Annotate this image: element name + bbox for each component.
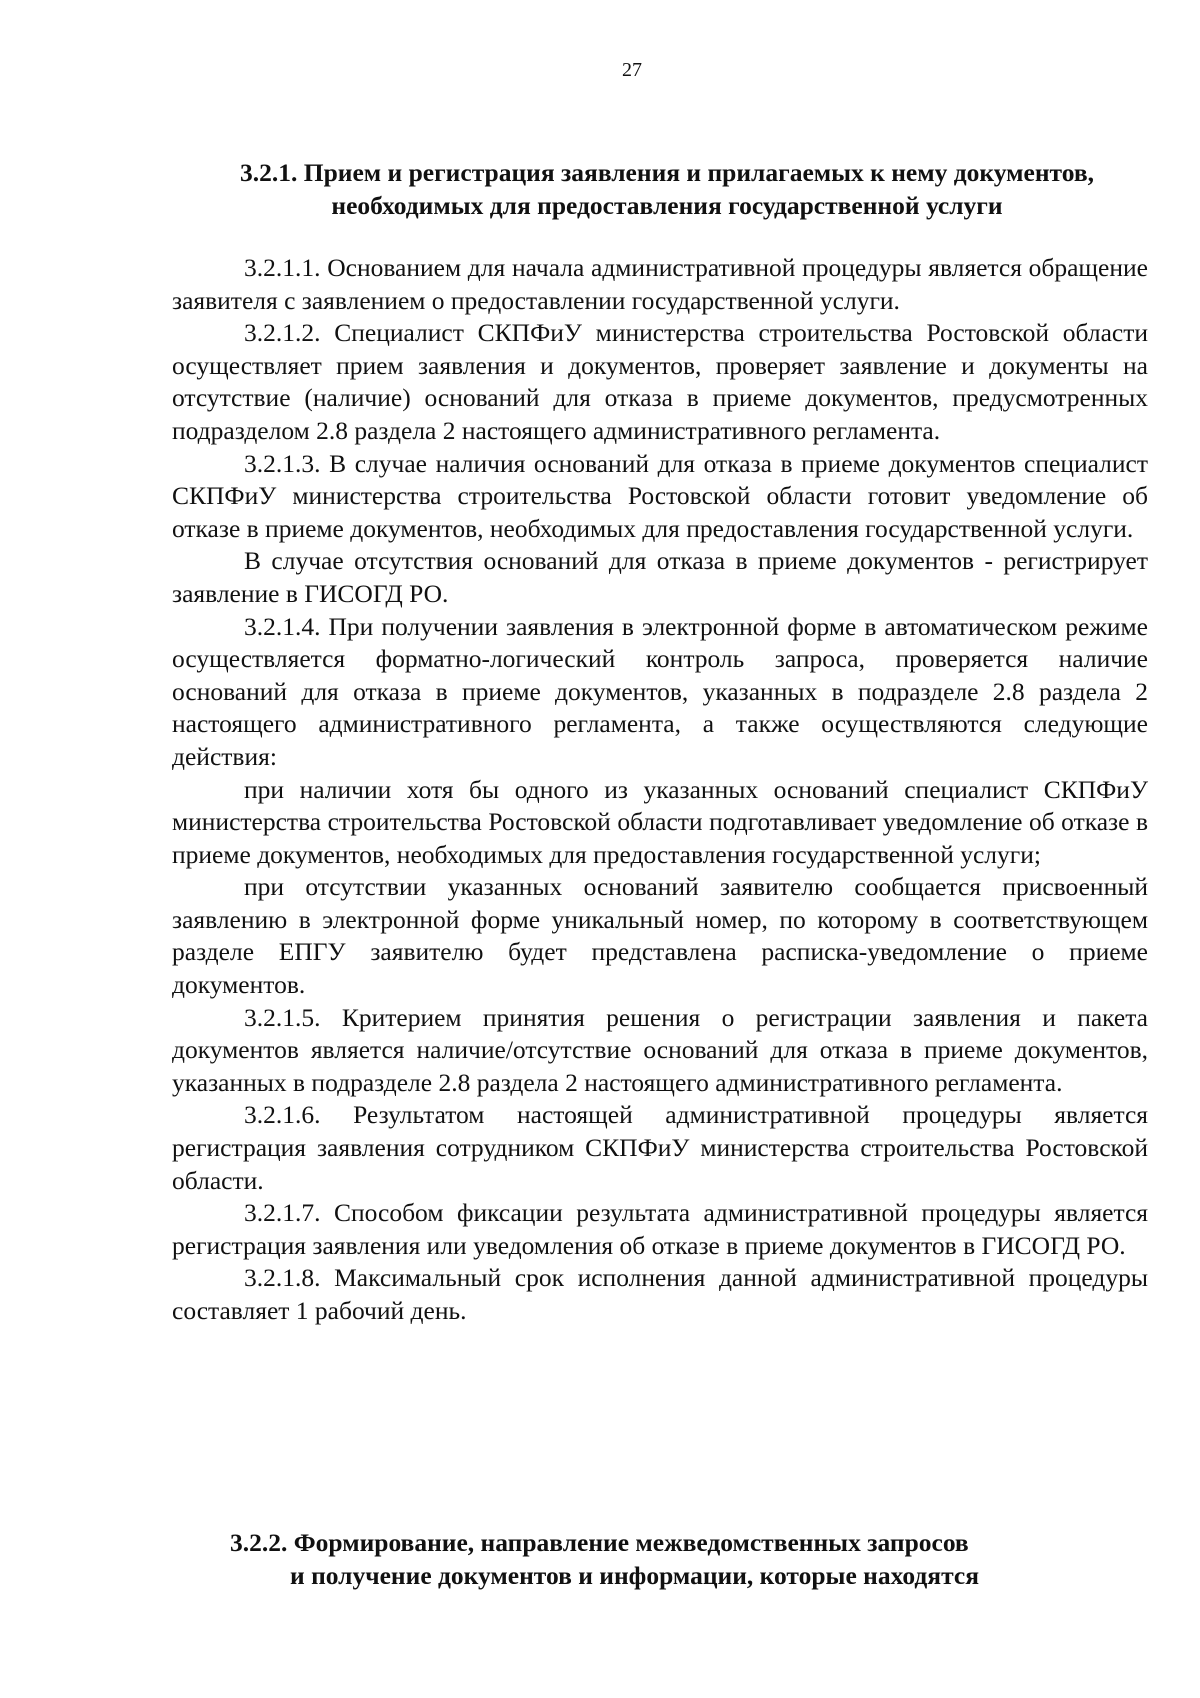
paragraph-3-2-1-1: 3.2.1.1. Основанием для начала административной процедуры является обращение заявителя с заявлением о предоставлении государственной услуги. [172, 253, 1148, 315]
paragraph-3-2-1-2: 3.2.1.2. Специалист СКПФиУ министерства строительства Ростовской области осуществляет прием заявления и документов, проверяет заявление и документы на отсутствие (наличие) оснований для отказа в приеме документов, предусмотренных подразделом 2.8 раздела 2 настоящего административного регламента. [172, 318, 1148, 445]
paragraph-3-2-1-6: 3.2.1.6. Результатом настоящей административной процедуры является регистрация заявления сотрудником СКПФиУ министерства строительства Ростовской области. [172, 1100, 1148, 1195]
paragraph-grounds-present: при наличии хотя бы одного из указанных оснований специалист СКПФиУ министерства строительства Ростовской области подготавливает уведомление об отказе в приеме документов, необходимых для предоставления государственной услуги; [172, 774, 1148, 869]
paragraph-3-2-1-4: 3.2.1.4. При получении заявления в электронной форме в автоматическом режиме осуществляется форматно-логический контроль запроса, проверяется наличие оснований для отказа в приеме документов, указанных в подразделе 2.8 раздела 2 настоящего административного регламента, а также осуществляются следующие действия: [172, 611, 1148, 771]
section-heading-3-2-2-line2: и получение документов и информации, которые находятся [290, 1561, 980, 1590]
paragraph-3-2-1-7: 3.2.1.7. Способом фиксации результата административной процедуры является регистрация заявления или уведомления об отказе в приеме документов в ГИСОГД РО. [172, 1198, 1148, 1260]
paragraph-grounds-absent: при отсутствии указанных оснований заявителю сообщается присвоенный заявлению в электронной форме уникальный номер, по которому в соответствующем разделе ЕПГУ заявителю будет представлена расписка-уведомление о приеме документов. [172, 872, 1148, 1000]
paragraph-3-2-1-8: 3.2.1.8. Максимальный срок исполнения данной административной процедуры составляет 1 рабочий день. [172, 1263, 1148, 1325]
page-number: 27 [622, 59, 642, 81]
section-heading-3-2-2 [230, 1526, 1130, 1592]
body-text [172, 252, 1148, 1328]
paragraph-3-2-1-3: 3.2.1.3. В случае наличия оснований для отказа в приеме документов специалист СКПФиУ министерства строительства Ростовской области готовит уведомление об отказе в приеме документов, необходимых для предоставления государственной услуги. [172, 448, 1148, 543]
paragraph-no-grounds: В случае отсутствия оснований для отказа в приеме документов - регистрирует заявление в ГИСОГД РО. [172, 546, 1148, 608]
paragraph-3-2-1-5: 3.2.1.5. Критерием принятия решения о регистрации заявления и пакета документов является наличие/отсутствие оснований для отказа в приеме документов, указанных в подразделе 2.8 раздела 2 настоящего административного регламента. [172, 1002, 1148, 1097]
section-heading-3-2-2-line1: 3.2.2. Формирование, направление межведомственных запросов [230, 1528, 969, 1557]
section-heading-3-2-1: 3.2.1. Прием и регистрация заявления и прилагаемых к нему документов, необходимых для предоставления государственной услуги [240, 158, 1094, 220]
